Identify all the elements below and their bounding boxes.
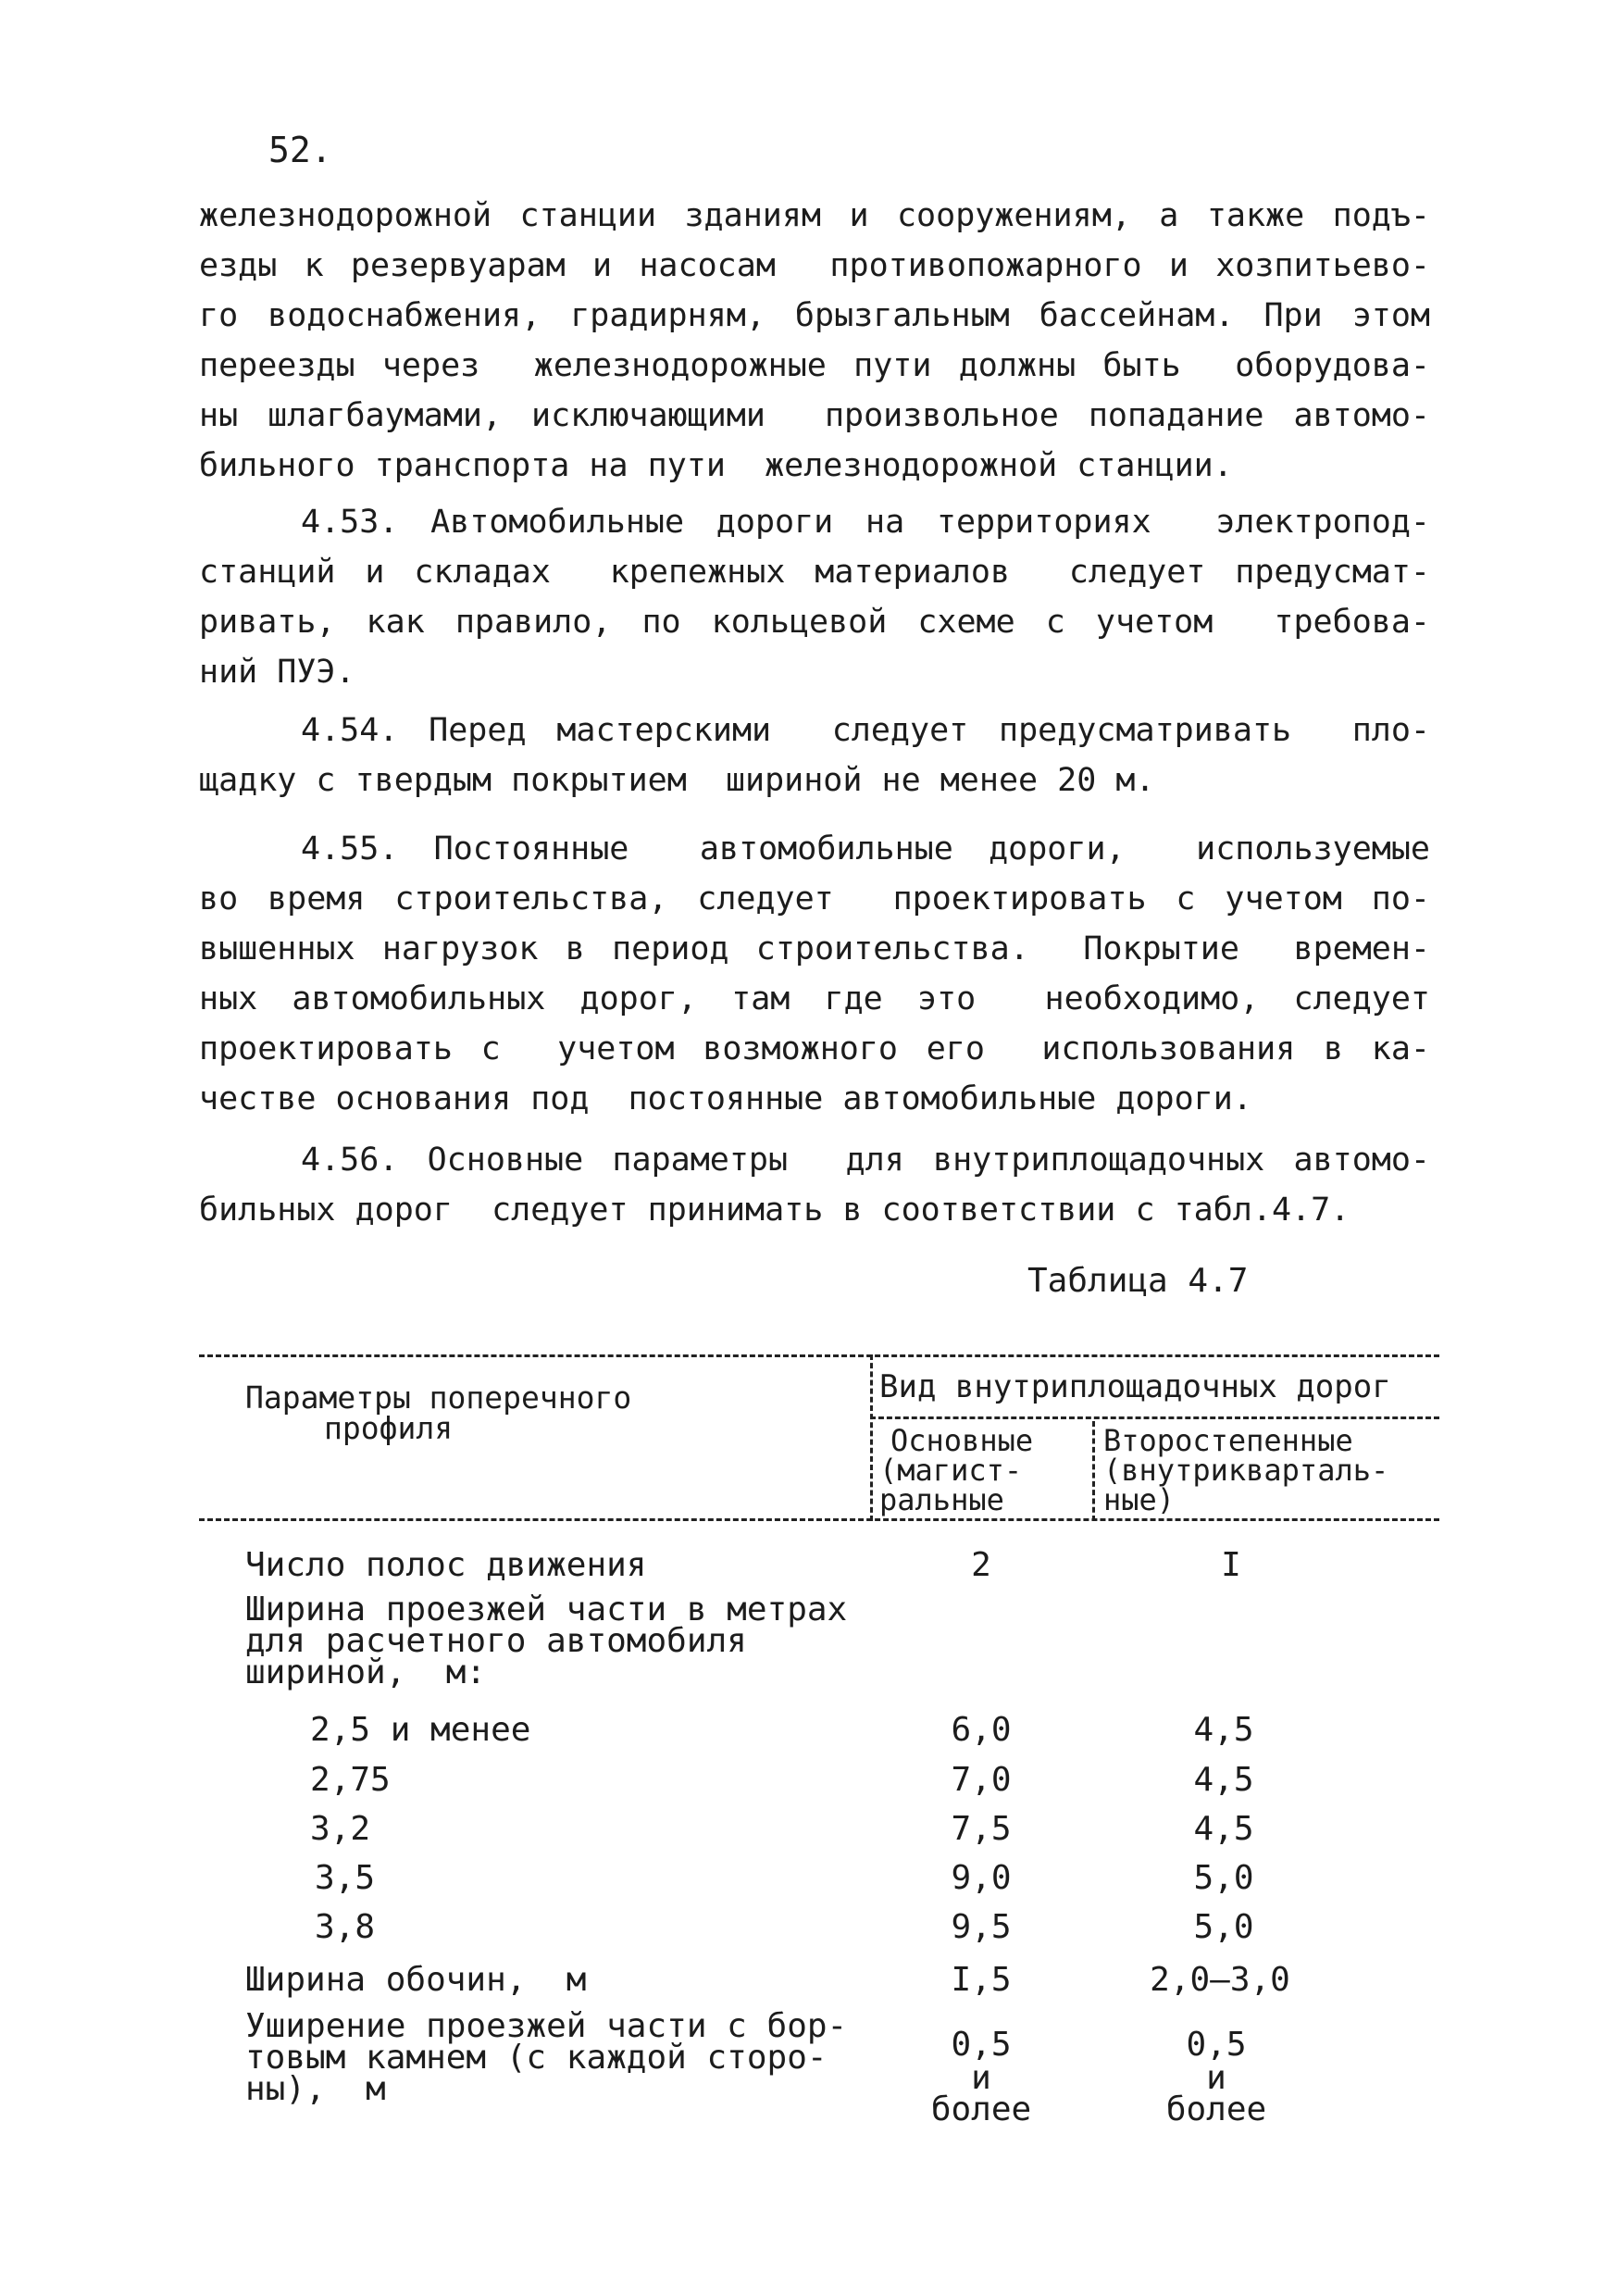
table-cell-col2: 2,0–3,0: [1150, 1961, 1290, 1999]
table-row-param: Ширина обочин, м: [245, 1961, 587, 1999]
table-cell-col1: I,5: [951, 1961, 1012, 1999]
paragraph-continuation: [199, 191, 1430, 491]
page-number: 52.: [268, 130, 332, 170]
table-cell-col2: I: [1221, 1546, 1241, 1584]
table-cell-col2: 5,0: [1193, 1908, 1254, 1946]
table-cell-col2: 4,5: [1193, 1761, 1254, 1799]
text-line: го водоснабжения, градирням, брызгальным бассейнам. При этом: [199, 297, 1430, 334]
table-cell-col2: 4,5: [1193, 1711, 1254, 1749]
paragraph-4-55: [199, 824, 1430, 1124]
param-header-line: профиля: [324, 1410, 454, 1446]
table-cell-col2: 4,5: [1193, 1810, 1254, 1848]
text-line: станций и складах крепежных материалов следует предусмат-: [199, 554, 1430, 591]
table-cell-col2: более: [1165, 2090, 1267, 2128]
paragraph-4-54: [199, 705, 1430, 805]
text-line: 4.53. Автомобильные дороги на территориях электропод-: [301, 504, 1430, 541]
table-row-param: шириной, м:: [245, 1653, 487, 1691]
text-line: честве основания под постоянные автомобильные дороги.: [199, 1080, 1252, 1117]
table-cell-col1: 6,0: [951, 1711, 1012, 1749]
table-column-divider: [870, 1354, 873, 1521]
table-cell-col1: 9,0: [951, 1859, 1012, 1897]
paragraph-4-56: [199, 1135, 1430, 1235]
table-cell-col1: 9,5: [951, 1908, 1012, 1946]
col2-header-line: ные): [1103, 1482, 1176, 1517]
table-row-param: Ширина проезжей части в метрах: [245, 1591, 848, 1628]
table-header-bottom-rule: [199, 1518, 1439, 1521]
group-header: Вид внутриплощадочных дорог: [879, 1368, 1391, 1405]
table-cell-col2: 5,0: [1193, 1859, 1254, 1897]
paragraph-4-53: [199, 497, 1430, 697]
col1-header-line: ральные: [879, 1482, 1004, 1517]
table-cell-col1: 2: [971, 1546, 991, 1584]
table-cell-col1: 0,5: [951, 2026, 1012, 2064]
text-line: проектировать с учетом возможного его использования в ка-: [199, 1030, 1430, 1067]
text-line: железнодорожной станции зданиям и сооружениям, а также подъ-: [199, 197, 1430, 234]
table-cell-col1: и: [971, 2059, 991, 2097]
text-line: 4.56. Основные параметры для внутриплощадочных автомо-: [301, 1142, 1430, 1179]
col2-header-line: (внутрикварталь-: [1103, 1453, 1389, 1488]
table-cell-col2: и: [1206, 2059, 1226, 2097]
col2-header-line: Второстепенные: [1103, 1423, 1353, 1458]
table-row-param: Уширение проезжей части с бор-: [245, 2007, 848, 2045]
text-line: 4.55. Постоянные автомобильные дороги, используемые: [301, 830, 1430, 867]
table-group-rule: [870, 1416, 1439, 1419]
table-cell-col2: 0,5: [1186, 2026, 1247, 2064]
table-caption: Таблица 4.7: [1027, 1262, 1249, 1300]
text-line: бильных дорог следует принимать в соответствии с табл.4.7.: [199, 1192, 1350, 1229]
table-cell-col1: 7,5: [951, 1810, 1012, 1848]
table-row-param: 3,2: [310, 1810, 371, 1848]
table-cell-col1: более: [930, 2090, 1032, 2128]
text-line: ний ПУЭ.: [199, 654, 355, 691]
table-row-param: 2,75: [310, 1761, 391, 1799]
text-line: езды к резервуарам и насосам противопожарного и хозпитьево-: [199, 247, 1430, 284]
text-line: ных автомобильных дорог, там где это необходимо, следует: [199, 980, 1430, 1017]
table-row-param: ны), м: [245, 2070, 386, 2108]
text-line: 4.54. Перед мастерскими следует предусматривать пло-: [301, 712, 1430, 749]
table-row-param: Число полос движения: [245, 1546, 647, 1584]
table-cell-col1: 7,0: [951, 1761, 1012, 1799]
col1-header-line: Основные: [890, 1423, 1034, 1458]
text-line: щадку с твердым покрытием шириной не менее 20 м.: [199, 762, 1155, 799]
text-line: во время строительства, следует проектировать с учетом по-: [199, 880, 1430, 917]
table-row-param: 3,8: [315, 1908, 376, 1946]
text-line: переезды через железнодорожные пути должны быть оборудова-: [199, 347, 1430, 384]
table-row-param: для расчетного автомобиля: [245, 1622, 747, 1660]
param-header-line: Параметры поперечного: [245, 1379, 632, 1416]
table-row-param: 3,5: [315, 1859, 376, 1897]
table-subcolumn-divider: [1092, 1421, 1095, 1521]
table-row-param: 2,5 и менее: [310, 1711, 531, 1749]
text-line: вышенных нагрузок в период строительства. Покрытие времен-: [199, 930, 1430, 967]
text-line: ны шлагбаумами, исключающими произвольное попадание автомо-: [199, 397, 1430, 434]
col1-header-line: (магист-: [879, 1453, 1023, 1488]
table-row-param: товым камнем (с каждой сторо-: [245, 2039, 828, 2077]
table-top-rule: [199, 1354, 1439, 1357]
text-line: бильного транспорта на пути железнодорожной станции.: [199, 447, 1233, 484]
text-line: ривать, как правило, по кольцевой схеме с учетом требова-: [199, 604, 1430, 641]
